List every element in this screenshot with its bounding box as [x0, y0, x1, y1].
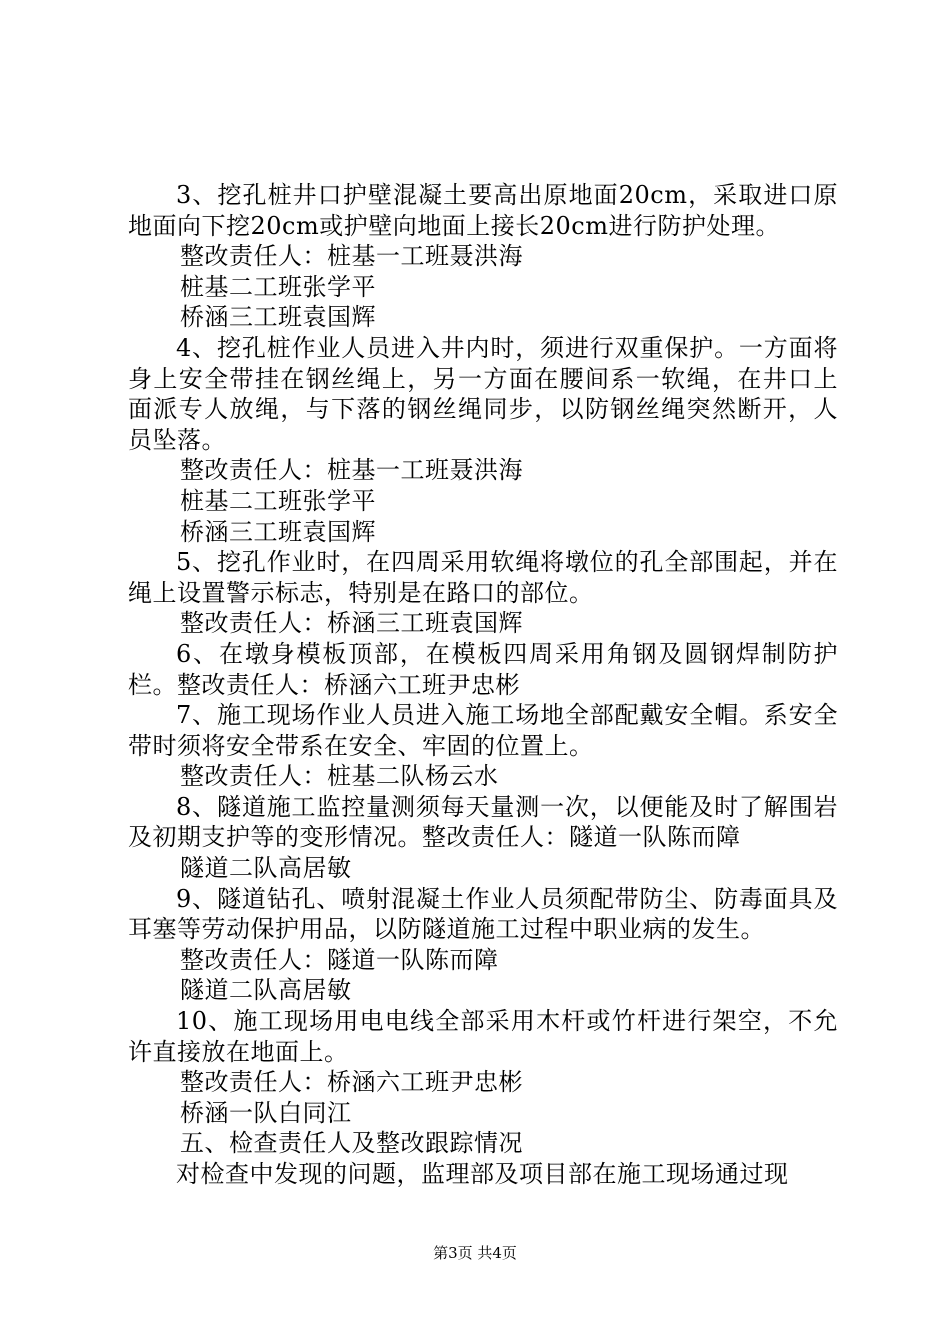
responsible-line: 桥涵三工班袁国辉 [180, 303, 376, 332]
paragraph: 4、挖孔桩作业人员进入井内时，须进行双重保护。一方面将身上安全带挂在钢丝绳上，另一方面在腰间系一软绳，在井口上面派专人放绳，与下落的钢丝绳同步，以防钢丝绳突然断开，人员坠落。 [128, 333, 838, 454]
responsible-line: 桥涵一队白同江 [180, 1098, 352, 1127]
paragraph: 3、挖孔桩井口护壁混凝土要高出原地面20cm，采取进口原地面向下挖20cm或护壁向地面上接长20cm进行防护处理。 [128, 181, 838, 240]
responsible-line: 整改责任人：桩基一工班聂洪海 [180, 456, 523, 485]
responsible-line: 五、检查责任人及整改跟踪情况 [180, 1129, 523, 1158]
paragraph: 5、挖孔作业时，在四周采用软绳将墩位的孔全部围起，并在绳上设置警示标志，特别是在路口的部位。 [128, 548, 838, 607]
responsible-line: 整改责任人：桩基二队杨云水 [180, 762, 499, 791]
responsible-line: 整改责任人：桩基一工班聂洪海 [180, 242, 523, 271]
responsible-line: 隧道二队高居敏 [180, 854, 352, 883]
paragraph: 9、隧道钻孔、喷射混凝土作业人员须配带防尘、防毒面具及耳塞等劳动保护用品，以防隧道施工过程中职业病的发生。 [128, 884, 838, 944]
document-body [128, 180, 838, 1190]
paragraph: 对检查中发现的问题，监理部及项目部在施工现场通过现 [176, 1160, 789, 1188]
responsible-line: 隧道二队高居敏 [180, 976, 352, 1005]
page-footer: 第3页 共4页 [433, 1244, 517, 1262]
paragraph: 7、施工现场作业人员进入施工场地全部配戴安全帽。系安全带时须将安全带系在安全、牢固的位置上。 [128, 701, 838, 760]
responsible-line: 桩基二工班张学平 [180, 272, 376, 301]
paragraph: 10、施工现场用电电线全部采用木杆或竹杆进行架空，不允许直接放在地面上。 [128, 1007, 838, 1066]
responsible-line: 整改责任人：隧道一队陈而障 [180, 945, 499, 974]
responsible-line: 整改责任人：桥涵三工班袁国辉 [180, 609, 523, 638]
responsible-line: 整改责任人：桥涵六工班尹忠彬 [180, 1068, 523, 1097]
paragraph: 6、在墩身模板顶部，在模板四周采用角钢及圆钢焊制防护栏。整改责任人：桥涵六工班尹忠彬 [128, 639, 838, 699]
responsible-line: 桩基二工班张学平 [180, 486, 376, 515]
paragraph: 8、隧道施工监控量测须每天量测一次，以便能及时了解围岩及初期支护等的变形情况。整改责任人：隧道一队陈而障 [128, 792, 838, 852]
responsible-line: 桥涵三工班袁国辉 [180, 517, 376, 546]
